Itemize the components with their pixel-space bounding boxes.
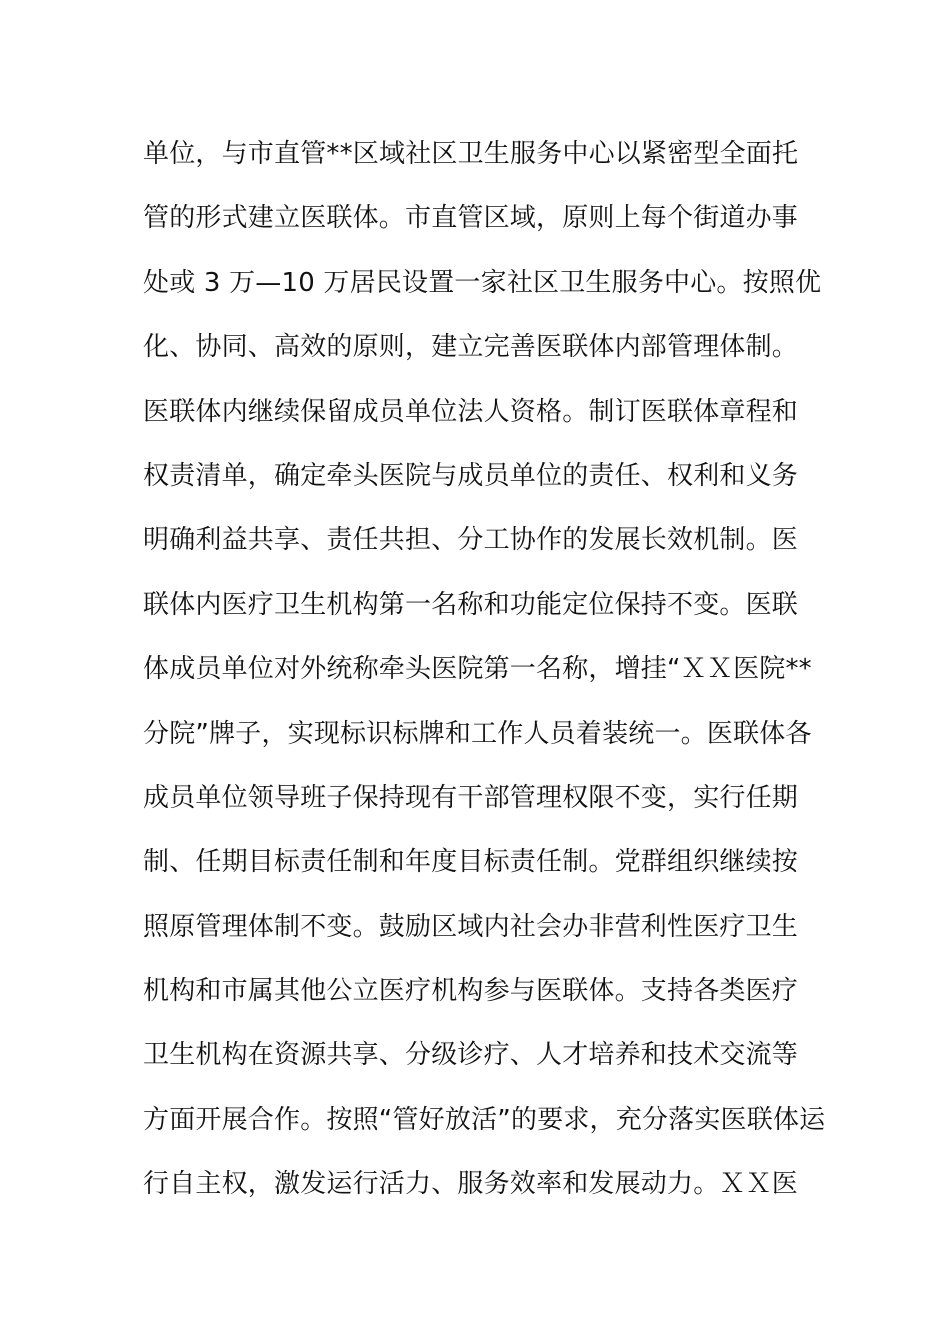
text-line: 制、任期目标责任制和年度目标责任制。党群组织继续按 — [143, 847, 799, 878]
text-line: 分院”牌子，实现标识标牌和工作人员着装统一。医联体各 — [143, 718, 812, 749]
text-line: 明确利益共享、责任共担、分工协作的发展长效机制。医 — [143, 525, 799, 556]
text-line: 卫生机构在资源共享、分级诊疗、人才培养和技术交流等 — [143, 1040, 799, 1071]
text-line: 成员单位领导班子保持现有干部管理权限不变，实行任期 — [143, 782, 799, 813]
text-line: 管的形式建立医联体。市直管区域，原则上每个街道办事 — [143, 203, 799, 234]
text-line: 体成员单位对外统称牵头医院第一名称，增挂“ＸＸ医院** — [143, 654, 812, 685]
text-line: 联体内医疗卫生机构第一名称和功能定位保持不变。医联 — [143, 589, 799, 620]
text-line: 照原管理体制不变。鼓励区域内社会办非营利性医疗卫生 — [143, 911, 799, 942]
body-paragraph — [143, 122, 826, 1217]
text-line: 方面开展合作。按照“管好放活”的要求，充分落实医联体运 — [143, 1104, 826, 1135]
text-line: 行自主权，激发运行活力、服务效率和发展动力。ＸＸ医 — [143, 1169, 799, 1200]
text-line: 单位，与市直管**区域社区卫生服务中心以紧密型全面托 — [143, 139, 799, 169]
text-line: 机构和市属其他公立医疗机构参与医联体。支持各类医疗 — [143, 976, 799, 1007]
text-line: 医联体内继续保留成员单位法人资格。制订医联体章程和 — [143, 396, 799, 427]
text-line: 处或 3 万—10 万居民设置一家社区卫生服务中心。按照优 — [143, 267, 822, 298]
text-line: 权责清单，确定牵头医院与成员单位的责任、权利和义务 — [143, 460, 799, 491]
text-line: 化、协同、高效的原则，建立完善医联体内部管理体制。 — [143, 332, 799, 363]
